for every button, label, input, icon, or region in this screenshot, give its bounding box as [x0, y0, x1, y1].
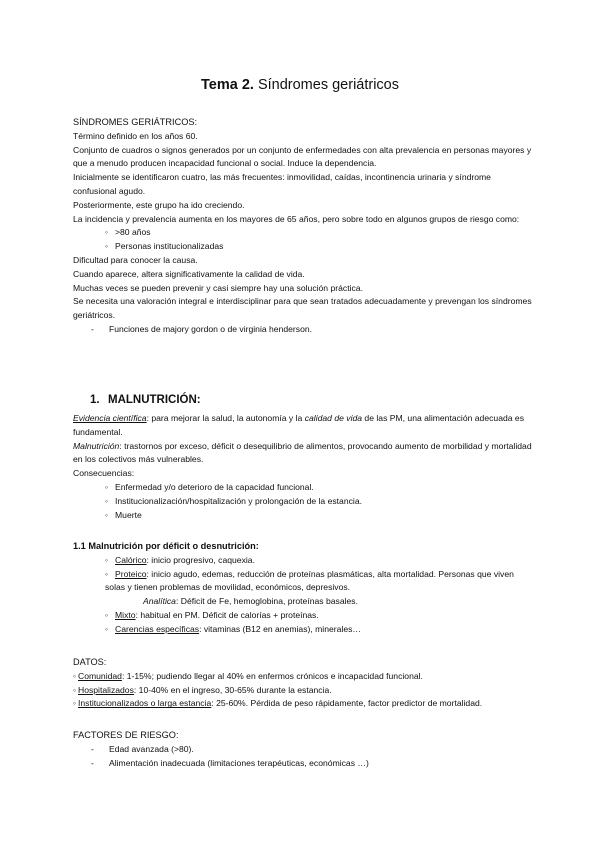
data-text: : 25-60%. Pérdida de peso rápidamente, factor predictor de mortalidad. — [211, 698, 483, 709]
list-item — [73, 568, 533, 596]
intro-line: Posteriormente, este grupo ha ido creciendo. — [73, 199, 245, 210]
dash-icon: - — [91, 757, 94, 768]
malnutrition-paragraph — [73, 440, 533, 468]
analytics-label: Analítica — [143, 596, 176, 607]
list-item-text: Enfermedad y/o deterioro de la capacidad funcional. — [115, 481, 314, 492]
dash-icon: - — [91, 743, 94, 754]
dash-item-text: Alimentación inadecuada (limitaciones terapéuticas, económicas …) — [109, 757, 369, 768]
term-label: Proteico — [115, 568, 147, 579]
data-label: Institucionalizados o larga estancia — [78, 698, 212, 709]
malnutrition-text: : trastornos por exceso, déficit o desequilibrio de alimentos, provocando aumento de morbilidad y mortalidad en los colectivos más vulnerables. — [73, 440, 532, 465]
intro-line: Cuando aparece, altera significativamente la calidad de vida. — [73, 268, 305, 279]
list-item-text: Institucionalización/hospitalización y prolongación de la estancia. — [115, 495, 362, 506]
page-title — [0, 76, 600, 94]
bullet-icon: ◦ — [105, 623, 109, 634]
list-item — [73, 240, 533, 254]
malnutrition-label: Malnutrición — [73, 440, 120, 451]
dash-item — [73, 743, 533, 757]
bullet-icon: ◦ — [73, 698, 77, 709]
section-number: 1. — [90, 394, 100, 406]
bullet-icon: ◦ — [105, 241, 109, 252]
data-text: : 10-40% en el ingreso, 30-65% durante la estancia. — [133, 684, 332, 695]
bullet-icon: ◦ — [105, 227, 109, 238]
intro-paragraph: Se necesita una valoración integral e interdisciplinar para que sean tratados adecuadamente y prevengan los síndromes geriátricos. — [73, 296, 532, 321]
bullet-icon: ◦ — [105, 509, 109, 520]
list-item — [73, 609, 533, 623]
bullet-icon: ◦ — [73, 684, 77, 695]
term-text: : inicio agudo, edemas, reducción de proteínas plasmáticas, alta mortalidad. Personas que viven solas y tienen problemas de movilidad, económicos, depresivos. — [105, 568, 514, 593]
term-label: Carencias específicas — [115, 623, 200, 634]
data-label: Hospitalizados — [78, 684, 134, 695]
term-label: Mixto — [115, 609, 136, 620]
bullet-icon: ◦ — [105, 554, 109, 565]
term-text: : inicio progresivo, caquexia. — [146, 554, 255, 565]
evidence-paragraph — [73, 412, 533, 440]
bullet-icon: ◦ — [105, 481, 109, 492]
term-text: : vitaminas (B12 en anemias), minerales… — [199, 623, 361, 634]
list-item — [73, 495, 533, 509]
evidence-label: Evidencia científica — [73, 413, 147, 423]
data-heading: DATOS: — [73, 657, 107, 667]
intro-paragraph: La incidencia y prevalencia aumenta en los mayores de 65 años, pero sobre todo en algunos grupos de riesgo como: — [73, 213, 520, 224]
dash-item — [73, 323, 533, 337]
section-title: MALNUTRICIÓN: — [108, 394, 201, 406]
dash-item-text: Edad avanzada (>80). — [109, 743, 194, 754]
intro-line: Muchas veces se pueden prevenir y casi siempre hay una solución práctica. — [73, 282, 363, 293]
evidence-text: de las PM, una alimentación adecuada es fundamental. — [73, 413, 524, 437]
evidence-emphasis: calidad de vida — [304, 413, 363, 423]
data-row — [73, 670, 533, 684]
bullet-icon: ◦ — [73, 670, 77, 681]
risk-section — [73, 729, 533, 770]
term-text: : habitual en PM. Déficit de calorías + proteínas. — [135, 609, 319, 620]
list-item — [73, 623, 533, 637]
list-item — [73, 509, 533, 523]
intro-paragraph: Inicialmente se identificaron cuatro, las más frecuentes: inmovilidad, caídas, incontinencia urinaria y síndrome confusional agudo. — [73, 172, 491, 196]
dash-icon: - — [91, 323, 94, 334]
intro-paragraph: Conjunto de cuadros o signos generados por un conjunto de enfermedades con alta prevalencia en personas mayores y que a menudo producen incapacidad funcional o social. Induce la dependencia. — [73, 144, 532, 169]
data-label: Comunidad — [78, 670, 122, 681]
data-row — [73, 697, 533, 711]
bullet-icon: ◦ — [105, 568, 109, 579]
subsection-heading: 1.1 Malnutrición por déficit o desnutrición: — [73, 541, 259, 551]
list-item-text: Muerte — [115, 509, 142, 520]
risk-heading: FACTORES DE RIESGO: — [73, 730, 179, 740]
section-heading — [90, 394, 201, 408]
consequences-heading: Consecuencias: — [73, 468, 135, 479]
intro-line: Dificultad para conocer la causa. — [73, 254, 198, 265]
analytics-text: : Déficit de Fe, hemoglobina, proteínas basales. — [175, 596, 358, 607]
data-text: : 1-15%; pudiendo llegar al 40% en enfermos crónicos e incapacidad funcional. — [121, 670, 423, 681]
list-item-text: >80 años — [115, 227, 151, 238]
intro-heading: SÍNDROMES GERIÁTRICOS: — [73, 117, 198, 127]
title-text: Síndromes geriátricos — [253, 77, 399, 93]
bullet-icon: ◦ — [105, 495, 109, 506]
data-row — [73, 684, 533, 698]
data-section — [73, 656, 533, 711]
title-number: Tema 2. — [201, 77, 254, 93]
intro-line: Término definido en los años 60. — [73, 130, 198, 141]
dash-item — [73, 757, 533, 771]
list-item — [73, 554, 533, 568]
term-label: Calórico — [115, 554, 147, 565]
bullet-icon: ◦ — [105, 609, 109, 620]
malnutrition-section — [73, 412, 533, 522]
dash-item-text: Funciones de majory gordon o de virginia henderson. — [109, 323, 313, 334]
analytics-line — [73, 595, 533, 609]
subsection-1-1 — [73, 540, 533, 637]
evidence-text: : para mejorar la salud, la autonomía y la — [146, 413, 305, 423]
intro-section — [73, 116, 533, 337]
list-item-text: Personas institucionalizadas — [115, 241, 224, 252]
list-item — [73, 226, 533, 240]
list-item — [73, 481, 533, 495]
